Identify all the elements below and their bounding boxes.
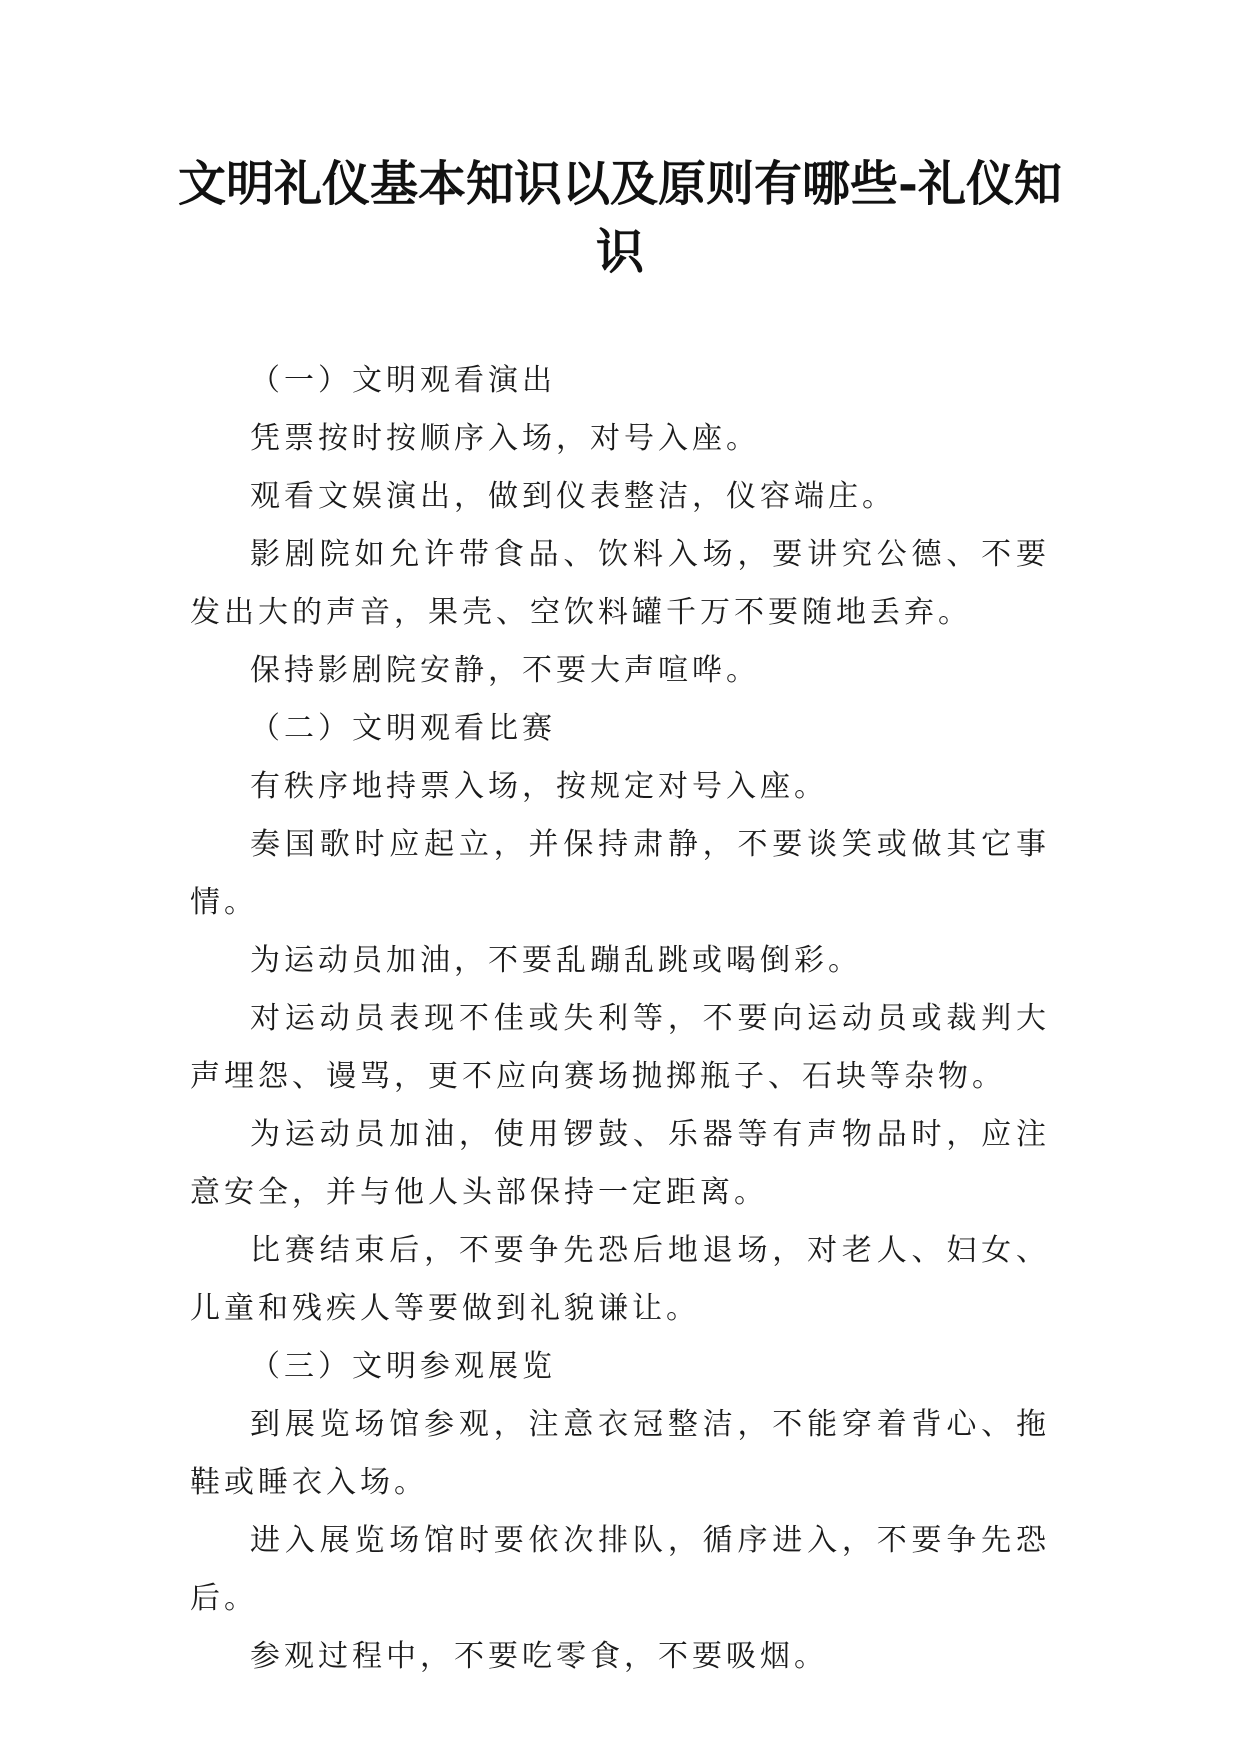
paragraph: 有秩序地持票入场，按规定对号入座。: [250, 769, 828, 804]
paragraph: 对运动员表现不佳或失利等，不要向运动员或裁判大声埋怨、谩骂，更不应向赛场抛掷瓶子、石块等杂物。: [190, 1001, 1050, 1094]
paragraph: 观看文娱演出，做到仪表整洁，仪容端庄。: [250, 479, 896, 514]
paragraph: 保持影剧院安静，不要大声喧哗。: [250, 653, 760, 688]
paragraph: 比赛结束后，不要争先恐后地退场，对老人、妇女、儿童和残疾人等要做到礼貌谦让。: [190, 1233, 1050, 1326]
paragraph: 进入展览场馆时要依次排队，循序进入，不要争先恐后。: [190, 1523, 1050, 1616]
section-heading: （一）文明观看演出: [250, 363, 556, 398]
paragraph: 参观过程中，不要吃零食，不要吸烟。: [250, 1639, 828, 1674]
paragraph: 为运动员加油，使用锣鼓、乐器等有声物品时，应注意安全，并与他人头部保持一定距离。: [190, 1117, 1050, 1210]
paragraph: 到展览场馆参观，注意衣冠整洁，不能穿着背心、拖鞋或睡衣入场。: [190, 1407, 1050, 1500]
paragraph: 凭票按时按顺序入场，对号入座。: [250, 421, 760, 456]
section-heading: （二）文明观看比赛: [250, 711, 556, 746]
section-heading: （三）文明参观展览: [250, 1349, 556, 1384]
document-title: 文明礼仪基本知识以及原则有哪些-礼仪知识: [178, 156, 1062, 280]
paragraph: 奏国歌时应起立，并保持肃静，不要谈笑或做其它事情。: [190, 827, 1050, 920]
document-body: [190, 352, 1050, 1686]
paragraph: 影剧院如允许带食品、饮料入场，要讲究公德、不要发出大的声音，果壳、空饮料罐千万不要随地丢弃。: [190, 537, 1050, 630]
paragraph: 为运动员加油，不要乱蹦乱跳或喝倒彩。: [250, 943, 862, 978]
